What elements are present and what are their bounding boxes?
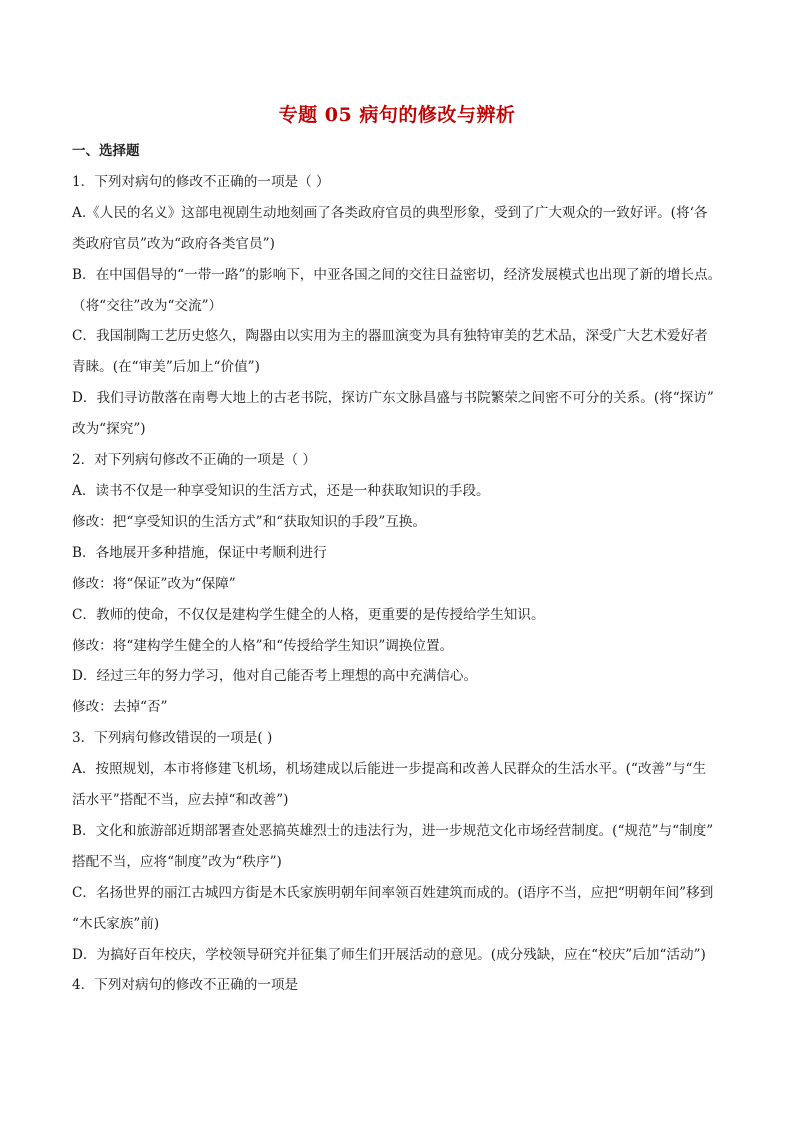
- question-3-option-a-line-2: 活水平”搭配不当，应去掉“和改善”): [72, 792, 289, 809]
- document-title: 专题 05 病句的修改与辨析: [278, 104, 516, 126]
- question-2-option-c: C．教师的使命，不仅仅是建构学生健全的人格，更重要的是传授给学生知识。: [72, 606, 545, 623]
- question-3-option-b-line-1: B．文化和旅游部近期部署查处恶搞英雄烈士的违法行为，进一步规范文化市场经营制度。(“规范”与“制度”: [72, 822, 714, 839]
- document-body: [72, 136, 732, 1001]
- question-1-option-a-line-2: 类政府官员”改为“政府各类官员”): [72, 235, 275, 252]
- question-4-prompt: 4．下列对病句的修改不正确的一项是: [72, 977, 299, 994]
- question-1-option-d-line-1: D．我们寻访散落在南粤大地上的古老书院，探访广东文脉昌盛与书院繁荣之间密不可分的关系。(将“探访”: [72, 390, 714, 407]
- question-2-option-b-fix: 修改：将“保证”改为“保障”: [72, 575, 236, 592]
- question-3-option-c-line-1: C．名扬世界的丽江古城四方街是木氏家族明朝年间率领百姓建筑而成的。(语序不当，应把“明朝年间”移到: [72, 884, 714, 901]
- section-heading: 一、选择题: [72, 143, 140, 159]
- question-1-option-c-line-1: C．我国制陶工艺历史悠久，陶器由以实用为主的器皿演变为具有独特审美的艺术品，深受广大艺术爱好者: [72, 328, 708, 345]
- question-1-option-c-line-2: 青睐。(在“审美”后加上“价值”): [72, 359, 260, 376]
- question-1-prompt: 1．下列对病句的修改不正确的一项是（ ）: [72, 173, 330, 190]
- question-3-option-a-line-1: A．按照规划，本市将修建飞机场，机场建成以后能进一步提高和改善人民群众的生活水平。(“改善”与“生: [72, 761, 707, 778]
- question-2-option-d-fix: 修改：去掉“否”: [72, 699, 168, 716]
- question-1-option-b-line-2: （将“交往”改为“交流”）: [72, 297, 223, 314]
- question-2-option-a-fix: 修改：把“享受知识的生活方式”和“获取知识的手段”互换。: [72, 513, 427, 530]
- question-3-option-b-line-2: 搭配不当，应将“制度”改为“秩序”): [72, 853, 282, 870]
- question-3-option-d: D．为搞好百年校庆，学校领导研究并征集了师生们开展活动的意见。(成分残缺，应在“校庆”后加“活动”): [72, 946, 706, 963]
- question-3-option-c-line-2: “木氏家族”前): [72, 915, 160, 932]
- question-1-option-a-line-1: A.《人民的名义》这部电视剧生动地刻画了各类政府官员的典型形象，受到了广大观众的一致好评。(将‘各: [72, 204, 708, 221]
- question-3-prompt: 3．下列病句修改错误的一项是( ): [72, 730, 273, 747]
- question-2-option-b: B．各地展开多种措施，保证中考顺利进行: [72, 544, 327, 561]
- question-2-option-d: D．经过三年的努力学习，他对自己能否考上理想的高中充满信心。: [72, 668, 478, 685]
- question-2-prompt: 2．对下列病句修改不正确的一项是（ ）: [72, 452, 317, 469]
- question-2-option-a: A．读书不仅是一种享受知识的生活方式，还是一种获取知识的手段。: [72, 482, 490, 499]
- question-1-option-d-line-2: 改为“探究”): [72, 421, 146, 438]
- question-1-option-b-line-1: B．在中国倡导的“一带一路”的影响下，中亚各国之间的交往日益密切，经济发展模式也出现了新的增长点。: [72, 266, 722, 283]
- question-2-option-c-fix: 修改：将“建构学生健全的人格”和“传授给学生知识”调换位置。: [72, 637, 454, 654]
